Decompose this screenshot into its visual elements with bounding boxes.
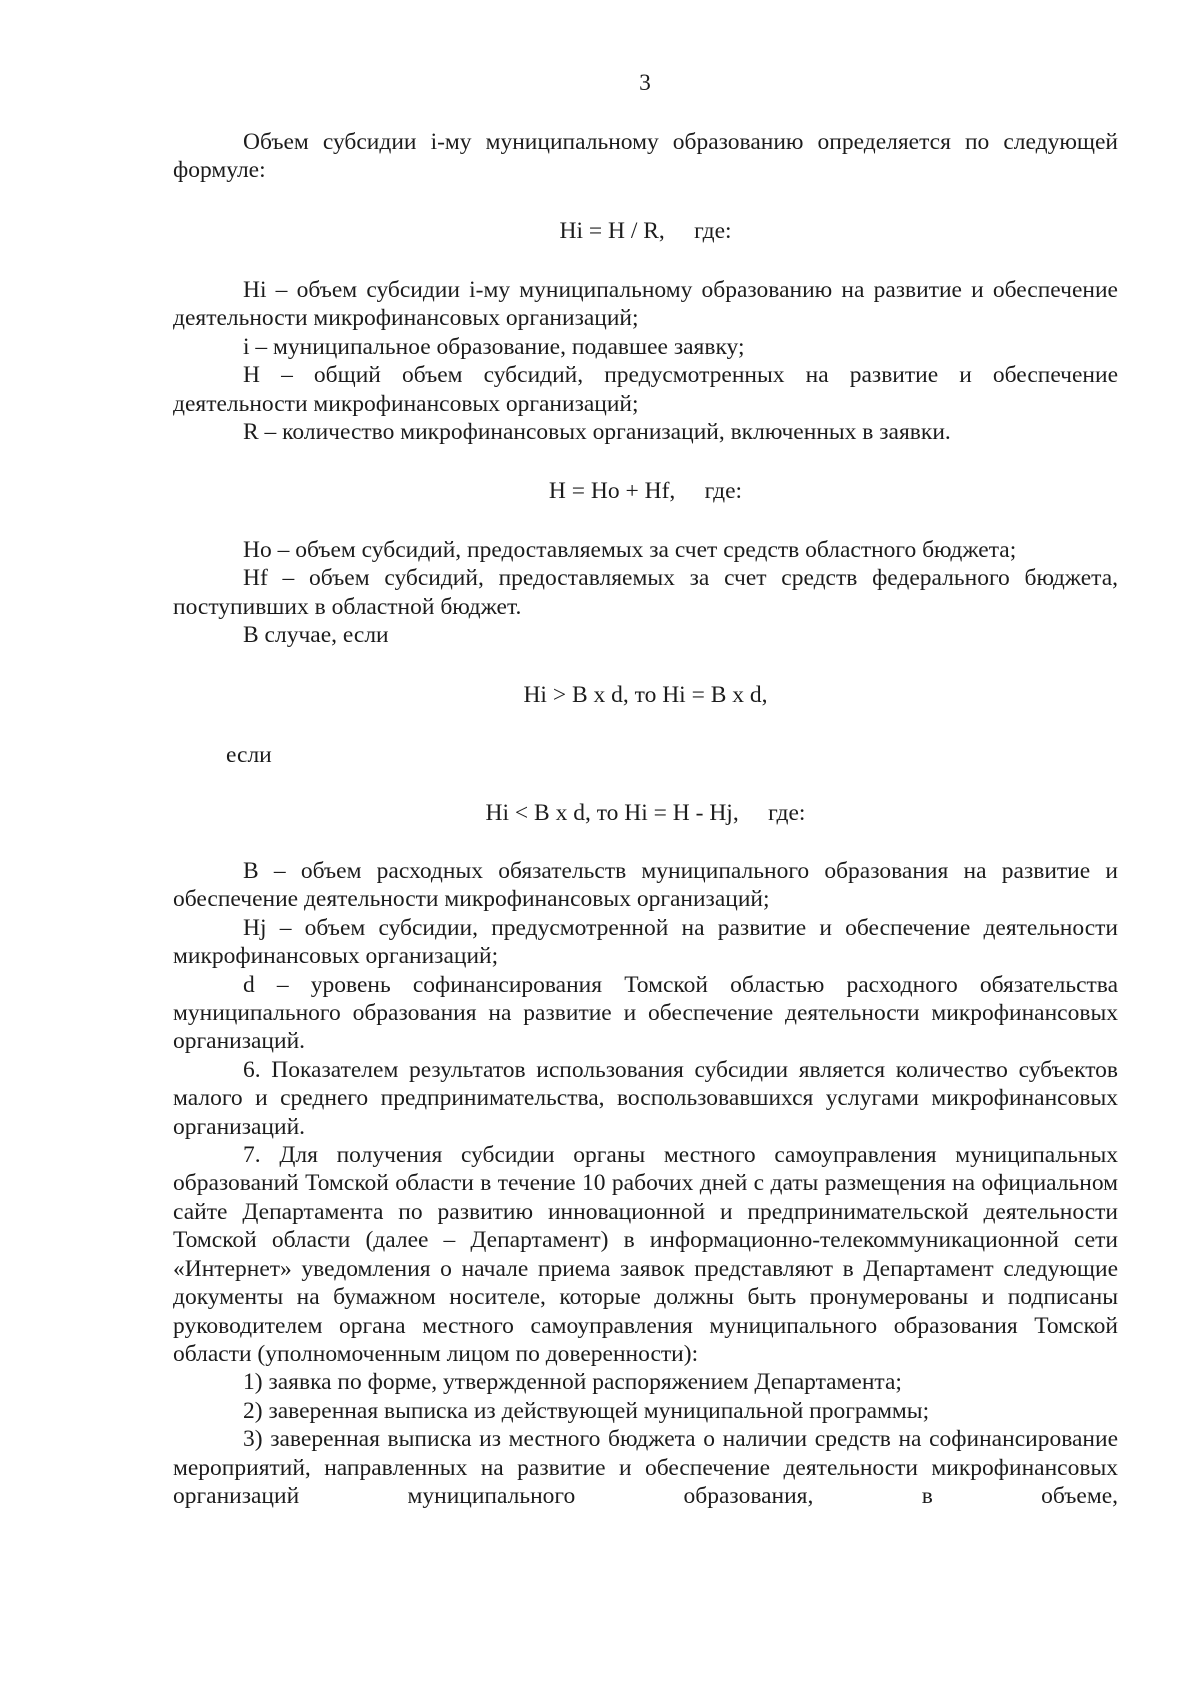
paragraph: H – общий объем субсидий, предусмотренных на развитие и обеспечение деятельности микрофинансовых организаций;: [173, 362, 1118, 417]
definitions-block-2: [173, 536, 1118, 650]
paragraph: если: [226, 742, 272, 768]
page-number: 3: [639, 70, 651, 96]
paragraph: Hi – объем субсидии i-му муниципальному образованию на развитие и обеспечение деятельности микрофинансовых организаций;: [173, 277, 1118, 332]
paragraph: i – муниципальное образование, подавшее заявку;: [243, 333, 745, 360]
paragraph: d – уровень софинансирования Томской областью расходного обязательства муниципального образования на развитие и обеспечение деятельности микрофинансовых организаций.: [173, 971, 1118, 1055]
intro-block: [173, 128, 1118, 185]
paragraph: B – объем расходных обязательств муниципального образования на развитие и обеспечение деятельности микрофинансовых организаций;: [173, 858, 1118, 913]
formula: Hi = H / R, где:: [559, 218, 732, 244]
paragraph: В случае, если: [243, 622, 389, 649]
paragraph: Объем субсидии i-му муниципальному образованию определяется по следующей формуле:: [173, 129, 1118, 184]
paragraph: 6. Показателем результатов использования субсидии является количество субъектов малого и среднего предпринимательства, воспользовавшихся услугами микрофинансовых организаций.: [173, 1056, 1118, 1140]
formula: H = Ho + Hf, где:: [548, 478, 743, 504]
paragraph: R – количество микрофинансовых организаций, включенных в заявки.: [243, 419, 951, 446]
paragraph: Hf – объем субсидий, предоставляемых за счет средств федерального бюджета, поступивших в областной бюджет.: [173, 565, 1118, 620]
formula: Hi > B x d, то Hi = B x d,: [523, 682, 768, 708]
paragraph: Ho – объем субсидий, предоставляемых за счет средств областного бюджета;: [243, 537, 1017, 563]
formula: Hi < B x d, то Hi = H - Hj, где:: [485, 800, 806, 826]
list-item: 3) заверенная выписка из местного бюджета о наличии средств на софинансирование мероприятий, направленных на развитие и обеспечение деятельности микрофинансовых организаций муниципального образования, в объеме,: [173, 1426, 1118, 1509]
list-item: 2) заверенная выписка из действующей муниципальной программы;: [243, 1397, 930, 1424]
list-item: 1) заявка по форме, утвержденной распоряжением Департамента;: [243, 1369, 902, 1396]
paragraph: Hj – объем субсидии, предусмотренной на развитие и обеспечение деятельности микрофинансовых организаций;: [173, 914, 1118, 970]
definitions-block-3: [173, 857, 1118, 1539]
definitions-block-1: [173, 276, 1118, 446]
paragraph: 7. Для получения субсидии органы местного самоуправления муниципальных образований Томской области в течение 10 рабочих дней с даты размещения на официальном сайте Департамента по развитию инновационной и предпринимательской деятельности Томской области (далее – Департамент) в информационно-телекоммуникационной сети «Интернет» уведомления о начале приема заявок представляют в Департамент следующие документы на бумажном носителе, которые должны быть пронумерованы и подписаны руководителем органа местного самоуправления муниципального образования Томской области (уполномоченным лицом по доверенности):: [173, 1142, 1118, 1367]
